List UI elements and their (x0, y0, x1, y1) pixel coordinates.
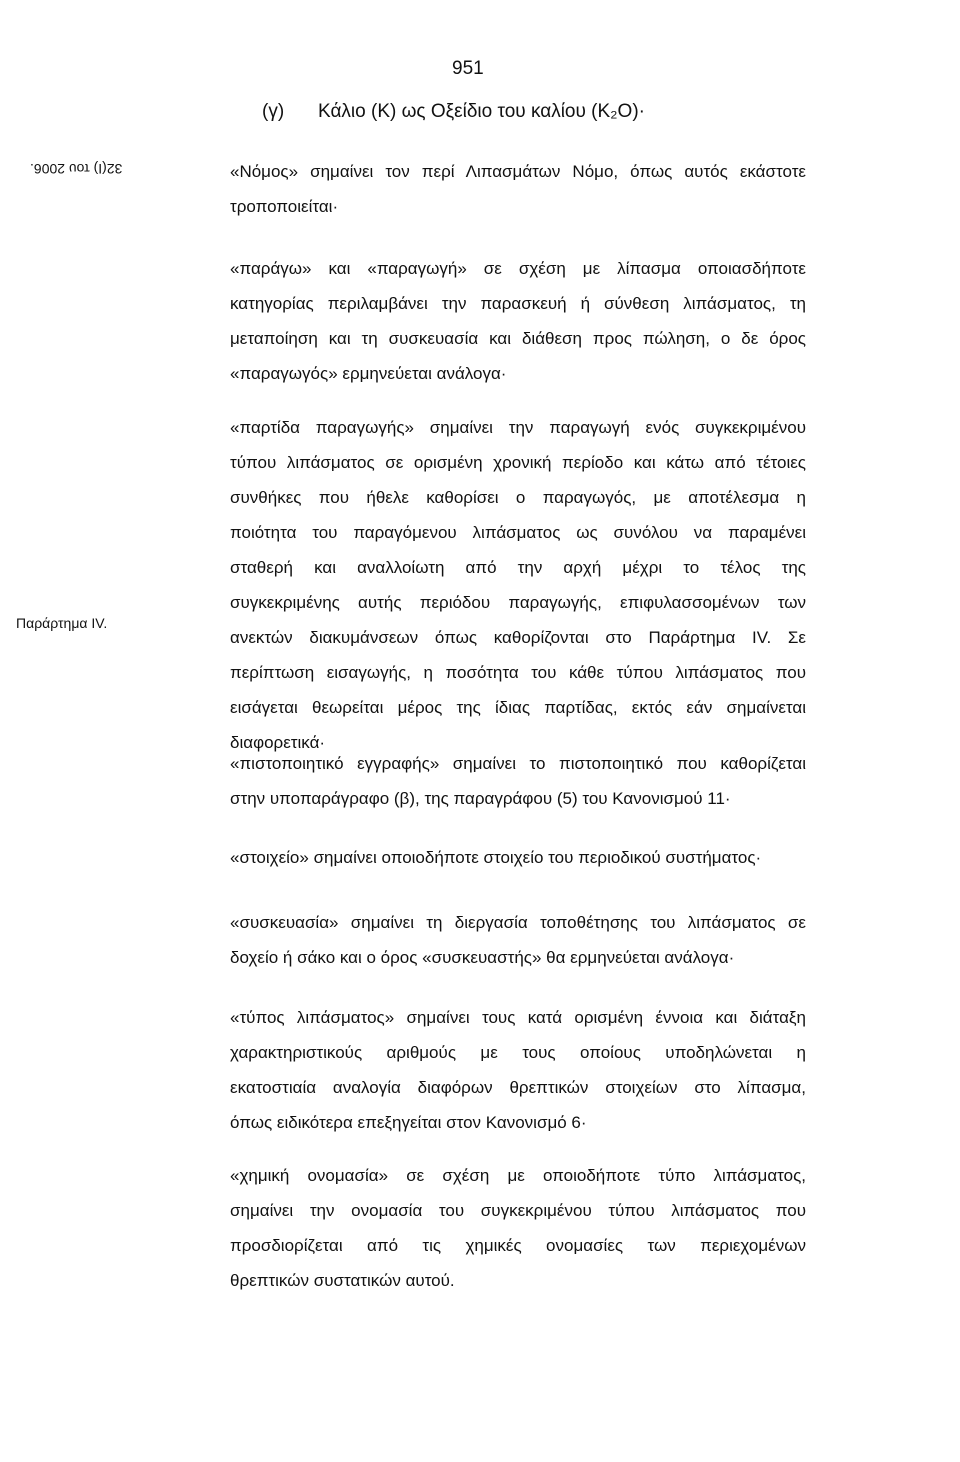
definition-typos (230, 1000, 806, 1140)
page-number: 951 (452, 58, 484, 79)
definition-line: όπως ειδικότερα επεξηγείται στον Κανονισμό 6· (230, 1113, 587, 1132)
definition-line: εκατοστιαία αναλογία διαφόρων θρεπτικών στοιχείων στο λίπασμα, (230, 1078, 806, 1097)
item-c-text: Κάλιο (Κ) ως Οξείδιο του καλίου (K₂O)· (318, 101, 645, 122)
definition-onomasia (230, 1158, 806, 1298)
definition-line: τύπου λιπάσματος σε ορισμένη χρονική περίοδο και κάτω από τέτοιες (230, 453, 806, 472)
definition-stoixeio (230, 840, 806, 875)
definition-line: «πιστοποιητικό εγγραφής» σημαίνει το πιστοποιητικό που καθορίζεται (230, 754, 806, 773)
definition-line: σταθερή και αναλλοίωτη από την αρχή μέχρι το τέλος της (230, 558, 806, 577)
margin-law-reference: 32(I) του 2006. (30, 161, 123, 177)
definition-line: δοχείο ή σάκο και ο όρος «συσκευαστής» θα ερμηνεύεται ανάλογα· (230, 948, 735, 967)
margin-annex-reference: Παράρτημα IV. (16, 615, 108, 631)
definition-line: «στοιχείο» σημαίνει οποιοδήποτε στοιχείο του περιοδικού συστήματος· (230, 848, 762, 867)
definition-line: ανεκτών διακυμάνσεων όπως καθορίζονται στο Παράρτημα IV. Σε (230, 628, 806, 647)
definition-line: συνθήκες που ήθελε καθορίσει ο παραγωγός, με αποτέλεσμα η (230, 488, 806, 507)
definition-line: προσδιορίζεται από τις χημικές ονομασίες των περιεχομένων (230, 1236, 806, 1255)
item-c-label: (γ) (262, 101, 285, 122)
definition-line: «τύπος λιπάσματος» σημαίνει τους κατά ορισμένη έννοια και διάταξη (230, 1008, 806, 1027)
definition-line: ποιότητα του παραγόμενου λιπάσματος ως συνόλου να παραμένει (230, 523, 806, 542)
definition-line: «παράγω» και «παραγωγή» σε σχέση με λίπασμα οποιασδήποτε (230, 259, 806, 278)
definition-line: τροποποιείται· (230, 197, 339, 216)
definition-line: «συσκευασία» σημαίνει τη διεργασία τοποθέτησης του λιπάσματος σε (230, 913, 806, 932)
definition-line: εισάγεται θεωρείται μέρος της ίδιας παρτίδας, εκτός εάν σημαίνεται (230, 698, 806, 717)
definition-line: μεταποίηση και τη συσκευασία και διάθεση προς πώληση, ο δε όρος (230, 329, 806, 348)
definition-line: θρεπτικών συστατικών αυτού. (230, 1271, 455, 1290)
definition-line: χαρακτηριστικούς αριθμούς με τους οποίους υποδηλώνεται η (230, 1043, 806, 1062)
definition-line: συγκεκριμένης αυτής περιόδου παραγωγής, επιφυλασσομένων των (230, 593, 806, 612)
definition-line: κατηγορίας περιλαμβάνει την παρασκευή ή σύνθεση λιπάσματος, τη (230, 294, 806, 313)
definition-line: στην υποπαράγραφο (β), της παραγράφου (5) του Κανονισμού 11· (230, 789, 731, 808)
definition-pistopoiitiko (230, 746, 806, 816)
definition-syskevasia (230, 905, 806, 975)
definition-line: σημαίνει την ονομασία του συγκεκριμένου τύπου λιπάσματος που (230, 1201, 806, 1220)
definition-nomos (230, 154, 806, 224)
definition-line: «χημική ονομασία» σε σχέση με οποιοδήποτε τύπο λιπάσματος, (230, 1166, 806, 1185)
definition-partida (230, 410, 806, 760)
definition-line: διαφορετικά· (230, 733, 326, 752)
definition-line: «Νόμος» σημαίνει τον περί Λιπασμάτων Νόμο, όπως αυτός εκάστοτε (230, 162, 806, 181)
definition-line: «παρτίδα παραγωγής» σημαίνει την παραγωγή ενός συγκεκριμένου (230, 418, 806, 437)
definition-paragogi (230, 251, 806, 391)
definition-line: «παραγωγός» ερμηνεύεται ανάλογα· (230, 364, 507, 383)
definition-line: περίπτωση εισαγωγής, η ποσότητα του κάθε τύπου λιπάσματος που (230, 663, 806, 682)
